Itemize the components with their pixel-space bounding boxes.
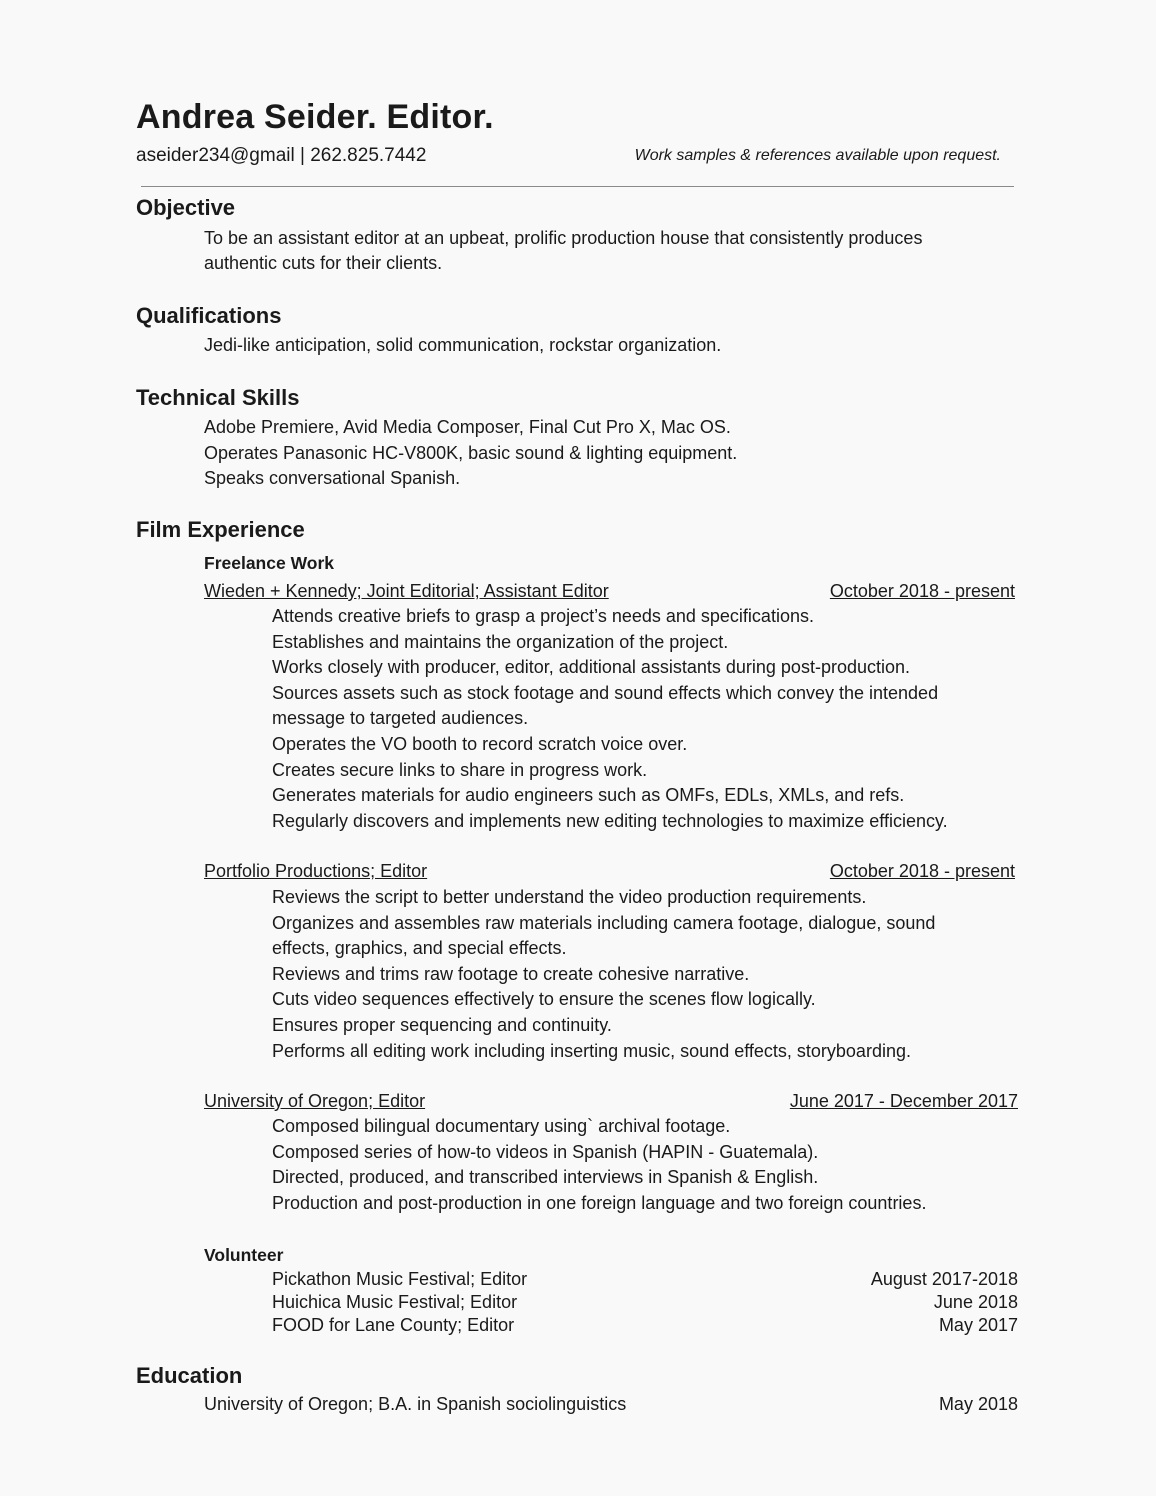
objective-heading: Objective [136,195,236,220]
job-title: University of Oregon; Editor [204,1091,426,1111]
duty-line: Cuts video sequences effectively to ensure the scenes flow logically. [272,989,816,1010]
duty-line: Attends creative briefs to grasp a project’s needs and specifications. [272,606,814,626]
job-duties-list [272,604,948,834]
education-heading: Education [136,1363,243,1388]
duty-line: Performs all editing work including inserting music, sound effects, storyboarding. [272,1040,911,1061]
duty-line: effects, graphics, and special effects. [272,938,567,959]
job-duties-list [272,885,935,1064]
resume-name: Andrea Seider. Editor. [136,98,494,136]
freelance-heading: Freelance Work [204,553,335,573]
duty-line: Directed, produced, and transcribed interviews in Spanish & English. [272,1167,819,1188]
volunteer-role: Huichica Music Festival; Editor [272,1292,518,1312]
skill-line: Adobe Premiere, Avid Media Composer, Final Cut Pro X, Mac OS. [204,417,731,437]
contact-info: aseider234@gmail | 262.825.7442 [136,145,427,166]
job-title: Wieden + Kennedy; Joint Editorial; Assistant Editor [204,581,609,601]
duty-line: Sources assets such as stock footage and sound effects which convey the intended [272,682,939,703]
duty-line: Creates secure links to share in progress work. [272,759,648,780]
job-duties-list [272,1114,926,1216]
objective-line-2: authentic cuts for their clients. [204,253,443,273]
duty-line: Production and post-production in one foreign language and two foreign countries. [272,1192,927,1213]
volunteer-heading: Volunteer [204,1245,284,1265]
job-dates: June 2017 - December 2017 [789,1091,1018,1111]
duty-line: Operates the VO booth to record scratch voice over. [272,733,688,754]
qualifications-text: Jedi-like anticipation, solid communication, rockstar organization. [204,335,722,355]
duty-line: Establishes and maintains the organization of the project. [272,631,729,652]
duty-line: Organizes and assembles raw materials including camera footage, dialogue, sound [272,912,936,933]
technical-skills-heading: Technical Skills [136,385,300,410]
volunteer-date: June 2018 [933,1292,1018,1312]
duty-line: Reviews and trims raw footage to create cohesive narrative. [272,963,750,984]
job-dates: October 2018 - present [829,861,1015,881]
skill-line: Speaks conversational Spanish. [204,468,461,489]
duty-line: Regularly discovers and implements new editing technologies to maximize efficiency. [272,810,948,831]
volunteer-date: August 2017-2018 [870,1269,1018,1289]
qualifications-heading: Qualifications [136,303,282,328]
duty-line: message to targeted audiences. [272,708,529,729]
technical-skills-list [204,415,737,492]
references-note: Work samples & references available upon request. [634,147,1001,164]
volunteer-role: FOOD for Lane County; Editor [272,1315,515,1335]
volunteer-date: May 2017 [938,1315,1018,1335]
skill-line: Operates Panasonic HC-V800K, basic sound & lighting equipment. [204,442,738,463]
objective-line-1: To be an assistant editor at an upbeat, prolific production house that consistently produces [204,228,923,248]
header-divider [141,186,1014,187]
duty-line: Works closely with producer, editor, additional assistants during post-production. [272,657,910,678]
volunteer-role: Pickathon Music Festival; Editor [272,1269,528,1289]
duty-line: Reviews the script to better understand the video production requirements. [272,887,867,907]
job-title: Portfolio Productions; Editor [204,861,428,881]
duty-line: Ensures proper sequencing and continuity. [272,1014,612,1035]
duty-line: Composed series of how-to videos in Spanish (HAPIN - Guatemala). [272,1141,819,1162]
job-dates: October 2018 - present [829,581,1015,601]
film-experience-heading: Film Experience [136,517,305,542]
duty-line: Composed bilingual documentary using` archival footage. [272,1116,731,1136]
education-school: University of Oregon; B.A. in Spanish sociolinguistics [204,1394,627,1414]
education-date: May 2018 [938,1394,1018,1414]
duty-line: Generates materials for audio engineers such as OMFs, EDLs, XMLs, and refs. [272,785,905,806]
